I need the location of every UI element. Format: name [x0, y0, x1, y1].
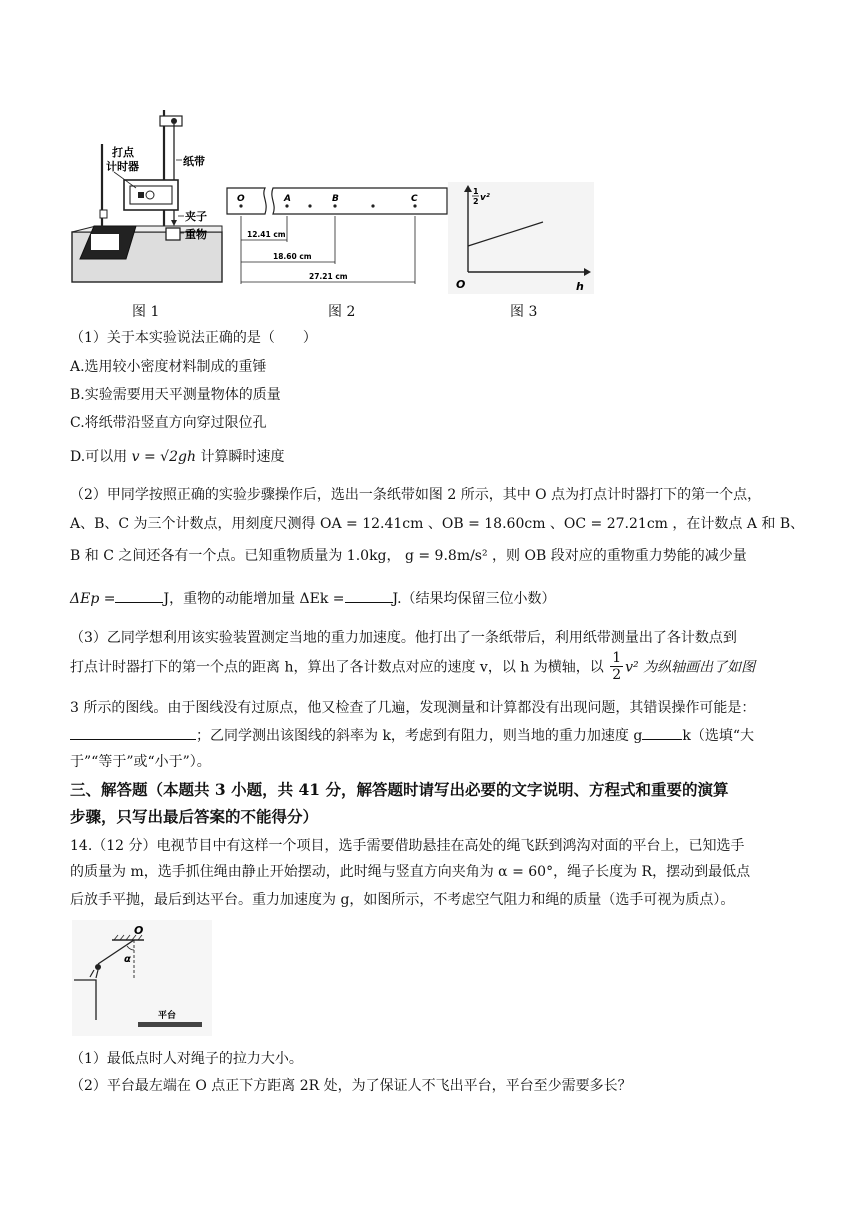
q14-sub-1: （1）最低点时人对绳子的拉力大小。: [70, 1051, 303, 1067]
q1-d-suffix: 计算瞬时速度: [196, 449, 285, 465]
q2-ep-label: ΔEp =: [70, 591, 116, 607]
q2-blank-ep[interactable]: [115, 588, 163, 603]
q3-line-5: 于”“等于”或“小于”）。: [70, 754, 211, 770]
label-clip: 夹子: [185, 210, 207, 223]
q3-line-4-b: k（选填“大: [682, 728, 754, 744]
q2-ek-label: J，重物的动能增加量 ΔEk =: [163, 591, 345, 607]
figure-1-apparatus: [66, 104, 226, 294]
q14-sub-2: （2）平台最左端在 O 点正下方距离 2R 处，为了保证人不飞出平台，平台至少需要多长？: [70, 1078, 632, 1094]
pivot-O: O: [134, 924, 144, 937]
point-A: A: [284, 194, 291, 204]
x-axis-var: h: [576, 280, 584, 293]
label-timer-1: 打点: [112, 146, 134, 159]
dim-OA: 12.41 cm: [247, 230, 286, 239]
dot-O: [239, 204, 242, 207]
q3-line-3: 3 所示的图线。由于图线没有过原点，他又检查了几遍，发现测量和计算都没有出现问题，其错误操作可能是：: [70, 700, 756, 716]
q3-blank-compare[interactable]: [642, 725, 682, 740]
dot-B: [333, 204, 336, 207]
tape-left-piece: [227, 188, 266, 214]
figure-2-tape: [225, 180, 450, 288]
figure-4-swing: [72, 920, 212, 1036]
q3-line-1: （3）乙同学想利用该实验装置测定当地的重力加速度。他打出了一条纸带后，利用纸带测量出了各计数点到: [70, 630, 737, 646]
q3-blank-error[interactable]: [70, 725, 196, 740]
q3-frac-num: 1: [612, 650, 622, 666]
label-tape: 纸带: [183, 155, 205, 168]
q14-line-2: 的质量为 m，选手抓住绳由静止开始摆动，此时绳与竖直方向夹角为 α = 60°，绳子长度为 R，摆动到最低点: [70, 864, 751, 880]
q1-option-d: [70, 446, 284, 466]
dot-C: [413, 204, 416, 207]
platform: [138, 1022, 202, 1027]
section-3-title-1: 三、解答题（本题共 3 小题，共 41 分，解答题时请写出必要的文字说明、方程式和重要的演算: [70, 780, 729, 799]
caption-figure-1: 图 1: [132, 304, 160, 320]
point-B: B: [332, 194, 339, 204]
contestant: [95, 964, 101, 970]
dot-A: [285, 204, 288, 207]
q3-line-4-a: ；乙同学测出该图线的斜率为 k，考虑到有阻力，则当地的重力加速度 g: [196, 728, 643, 744]
q2-line-1: （2）甲同学按照正确的实验步骤操作后，选出一条纸带如图 2 所示，其中 O 点为打点计时器打下的第一个点，: [70, 487, 762, 503]
q1-d-formula: v = √2gh: [131, 449, 196, 465]
q1-stem: （1）关于本实验说法正确的是（ ）: [70, 330, 317, 346]
angle-alpha: α: [124, 954, 131, 965]
q3-line-2-a: 打点计时器打下的第一个点的距离 h，算出了各计数点对应的速度 v，以 h 为横轴，以: [70, 659, 609, 676]
q2-line-4: [70, 588, 556, 608]
q3-line-4: [70, 725, 754, 745]
q1-option-b: B.实验需要用天平测量物体的质量: [70, 387, 281, 403]
caption-figure-3: 图 3: [510, 304, 538, 320]
q2-note: J.（结果均保留三位小数）: [392, 591, 556, 607]
q3-line-2: [70, 650, 755, 683]
q2-blank-ek[interactable]: [345, 588, 393, 603]
figure-3-graph: [448, 182, 594, 294]
dim-OB: 18.60 cm: [273, 252, 312, 261]
q14-line-1: 14.（12 分）电视节目中有这样一个项目，选手需要借助悬挂在高处的绳飞跃到鸿沟对面的平台上，已知选手: [70, 838, 745, 854]
q2-line-3: B 和 C 之间还各有一个点。已知重物质量为 1.0kg， g = 9.8m/s² ，则 OB 段对应的重物重力势能的减少量: [70, 548, 747, 564]
label-timer-2: 计时器: [106, 160, 139, 173]
tape-right-piece: [272, 188, 447, 214]
q1-option-c: C.将纸带沿竖直方向穿过限位孔: [70, 415, 267, 431]
y-axis-var: v²: [480, 193, 490, 203]
platform-label: 平台: [158, 1011, 177, 1021]
caption-figure-2: 图 2: [328, 304, 356, 320]
q3-frac-den: 2: [612, 667, 622, 683]
clip: [171, 220, 177, 226]
point-O: O: [237, 194, 245, 204]
weight-block: [166, 228, 180, 240]
section-3-title-2: 步骤，只写出最后答案的不能得分）: [70, 807, 319, 826]
y-frac-den: 2: [473, 197, 479, 206]
y-frac-num: 1: [473, 187, 479, 196]
q1-option-a: A.选用较小密度材料制成的重锤: [70, 359, 267, 375]
point-C: C: [411, 194, 418, 204]
q2-line-2: A、B、C 为三个计数点，用刻度尺测得 OA = 12.41cm 、OB = 18.60cm 、OC = 27.21cm ，在计数点 A 和 B、: [70, 516, 805, 532]
q1-d-prefix: D.可以用: [70, 449, 132, 465]
q14-line-3: 后放手平抛，最后到达平台。重力加速度为 g，如图所示，不考虑空气阻力和绳的质量（选手可视为质点）。: [70, 892, 735, 908]
q3-line-2-b: v² 为纵轴画出了如图: [625, 659, 756, 676]
origin-label: O: [456, 278, 466, 291]
label-weight: 重物: [185, 228, 207, 241]
dim-OC: 27.21 cm: [309, 272, 348, 281]
